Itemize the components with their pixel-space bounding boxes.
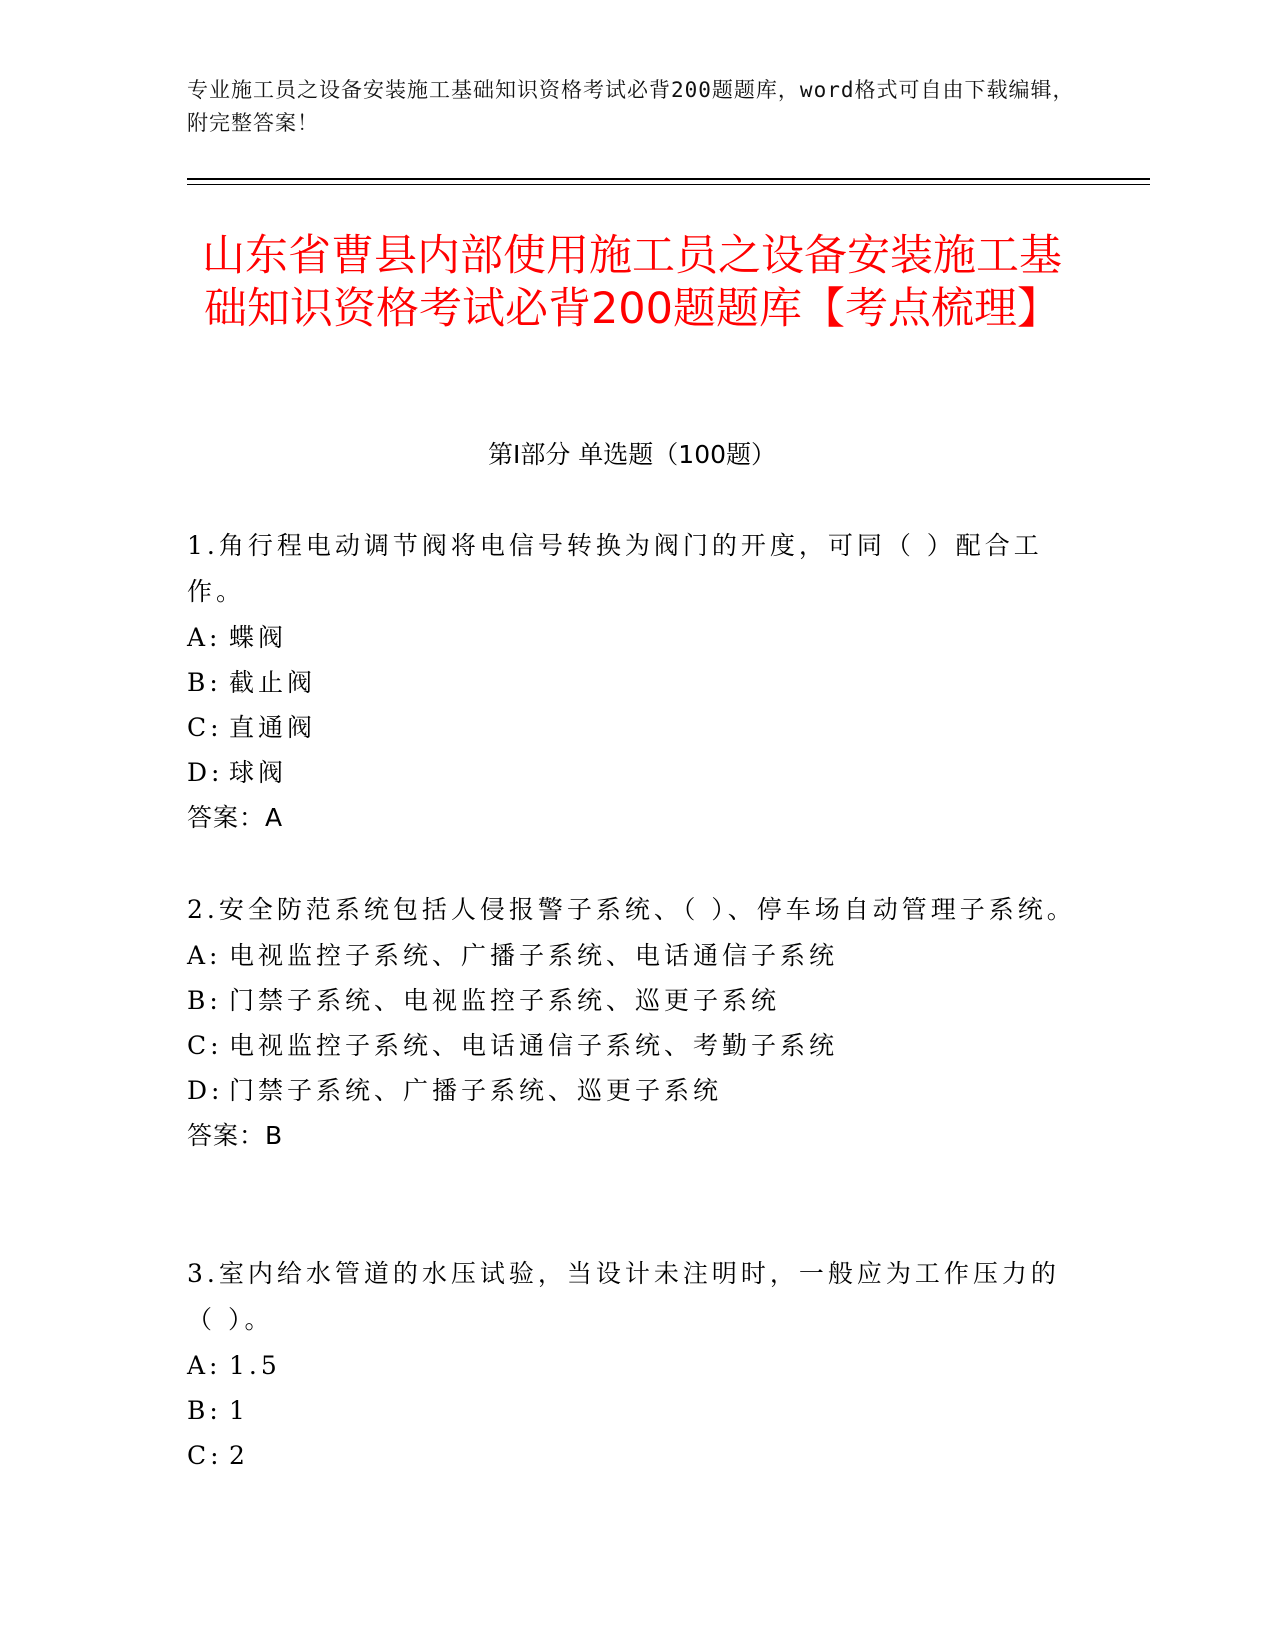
option-a	[187, 615, 1087, 660]
option-text: 截止阀	[229, 668, 317, 697]
header-rule-thick	[187, 178, 1150, 180]
question-3	[187, 1251, 1087, 1478]
option-b	[187, 978, 1087, 1023]
option-text: 球阀	[229, 758, 288, 787]
question-stem: 1.角行程电动调节阀将电信号转换为阀门的开度，可同（ ）配合工作。	[187, 531, 1043, 606]
option-key: A:	[187, 623, 222, 652]
option-key: B:	[187, 986, 222, 1015]
answer-label: 答案：	[187, 803, 266, 832]
option-key: B:	[187, 668, 222, 697]
option-text: 2	[229, 1441, 249, 1470]
option-text: 蝶阀	[229, 623, 288, 652]
option-c	[187, 1433, 1087, 1478]
option-key: C:	[187, 1441, 223, 1470]
option-key: C:	[187, 713, 223, 742]
answer-value: A	[265, 803, 284, 832]
header-rule-thin	[187, 184, 1150, 185]
answer-value: B	[265, 1121, 284, 1150]
answer-label: 答案：	[187, 1121, 266, 1150]
answer-line	[187, 795, 1087, 840]
option-key: A:	[187, 941, 222, 970]
option-c	[187, 1023, 1087, 1068]
option-c	[187, 705, 1087, 750]
option-key: A:	[187, 1351, 222, 1380]
option-d	[187, 1068, 1087, 1113]
document-title: 山东省曹县内部使用施工员之设备安装施工基础知识资格考试必背200题题库【考点梳理】	[202, 231, 1062, 334]
question-stem: 2.安全防范系统包括人侵报警子系统、（ ）、停车场自动管理子系统。	[187, 895, 1076, 924]
option-key: B:	[187, 1396, 222, 1425]
option-text: 直通阀	[229, 713, 317, 742]
answer-line	[187, 1113, 1087, 1158]
option-d	[187, 750, 1087, 795]
question-stem: 3.室内给水管道的水压试验，当设计未注明时，一般应为工作压力的（ ）。	[187, 1259, 1060, 1334]
option-text: 门禁子系统、广播子系统、巡更子系统	[229, 1076, 723, 1105]
option-key: D:	[187, 758, 224, 787]
option-text: 1.5	[229, 1351, 281, 1380]
option-a	[187, 933, 1087, 978]
option-text: 电视监控子系统、广播子系统、电话通信子系统	[229, 941, 839, 970]
option-key: C:	[187, 1031, 223, 1060]
question-2	[187, 887, 1087, 1158]
section-heading: 第Ⅰ部分 单选题（100题）	[487, 440, 777, 469]
option-key: D:	[187, 1076, 224, 1105]
option-text: 1	[229, 1396, 249, 1425]
option-b	[187, 1388, 1087, 1433]
option-text: 门禁子系统、电视监控子系统、巡更子系统	[229, 986, 781, 1015]
option-text: 电视监控子系统、电话通信子系统、考勤子系统	[229, 1031, 839, 1060]
header-note: 专业施工员之设备安装施工基础知识资格考试必背200题题库，word格式可自由下载编辑，附完整答案！	[187, 78, 1075, 135]
question-1	[187, 523, 1087, 840]
option-b	[187, 660, 1087, 705]
option-a	[187, 1343, 1087, 1388]
